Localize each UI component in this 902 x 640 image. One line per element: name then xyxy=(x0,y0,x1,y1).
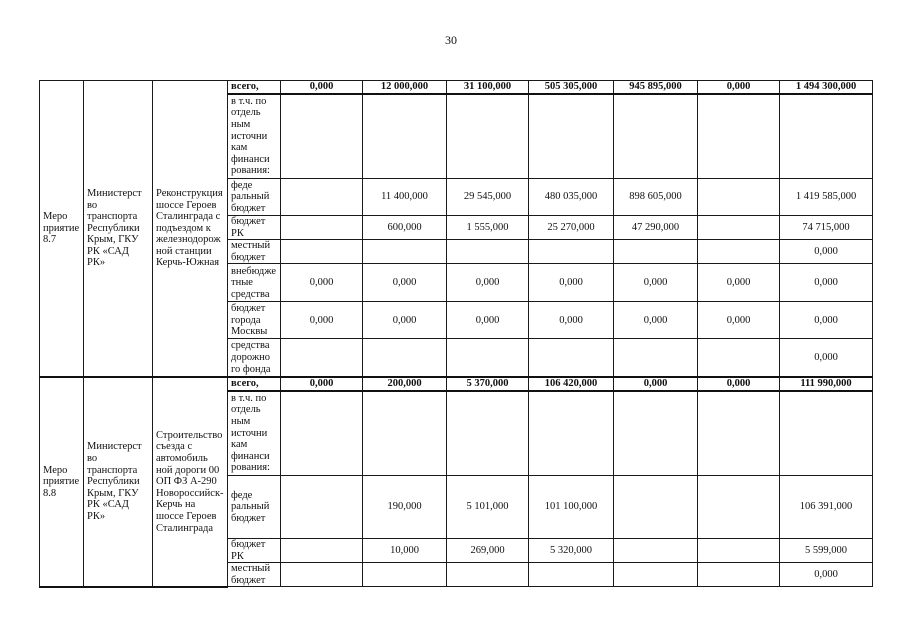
year-value-cell: 898 605,000 xyxy=(614,179,698,216)
year-value-cell xyxy=(447,339,529,377)
year-value-cell xyxy=(614,339,698,377)
executor-label: транспорта xyxy=(87,464,138,476)
year-value-cell xyxy=(614,94,698,179)
executor-cell xyxy=(84,377,153,587)
year-value-cell: 0,000 xyxy=(698,81,780,94)
funding-source-label: источни xyxy=(231,130,268,142)
year-value-cell xyxy=(363,94,447,179)
executor-label: РК «САД xyxy=(87,499,129,511)
year-value-cell xyxy=(529,339,614,377)
executor-label: Республики xyxy=(87,476,140,488)
project-name-cell xyxy=(153,81,228,377)
executor-label: РК» xyxy=(87,257,106,269)
event-cell xyxy=(40,377,84,587)
event-label: приятие xyxy=(43,476,80,488)
funding-source-label: феде xyxy=(231,179,253,191)
funding-source-label: финанси xyxy=(231,153,270,165)
total-value-cell: 74 715,000 xyxy=(780,216,873,240)
funding-source-label: рования: xyxy=(231,462,270,474)
year-value-cell: 0,000 xyxy=(698,377,780,391)
year-value-cell xyxy=(614,539,698,563)
total-value-cell xyxy=(780,391,873,476)
project-name-label: Сталинграда с xyxy=(156,211,221,223)
year-value-cell xyxy=(363,339,447,377)
year-value-cell: 0,000 xyxy=(614,302,698,339)
executor-cell xyxy=(84,81,153,377)
total-value-cell: 0,000 xyxy=(780,563,873,587)
year-value-cell xyxy=(281,539,363,563)
project-name-cell xyxy=(153,377,228,587)
funding-source-label: бюджет xyxy=(231,202,266,214)
year-value-cell: 269,000 xyxy=(447,539,529,563)
project-name-label: Сталинграда xyxy=(156,522,214,534)
year-value-cell xyxy=(447,94,529,179)
executor-label: Крым, ГКУ xyxy=(87,234,139,246)
year-value-cell xyxy=(447,563,529,587)
year-value-cell: 5 320,000 xyxy=(529,539,614,563)
funding-source-label: отдель xyxy=(231,107,261,119)
project-name-label: Керчь на xyxy=(156,499,196,511)
year-value-cell: 0,000 xyxy=(281,302,363,339)
year-value-cell xyxy=(698,476,780,539)
funding-source-label: местный xyxy=(231,563,271,575)
year-value-cell: 0,000 xyxy=(698,264,780,302)
funding-source-label: всего, xyxy=(231,81,259,92)
event-label: 8.8 xyxy=(43,487,57,499)
funding-source-cell xyxy=(228,94,281,179)
funding-source-label: го фонда xyxy=(231,363,271,375)
year-value-cell xyxy=(698,539,780,563)
year-value-cell xyxy=(447,240,529,264)
year-value-cell xyxy=(698,216,780,240)
year-value-cell: 200,000 xyxy=(363,377,447,391)
funding-source-cell xyxy=(228,179,281,216)
project-name-label: Реконструкция xyxy=(156,187,223,199)
executor-label: во xyxy=(87,199,98,211)
total-value-cell: 5 599,000 xyxy=(780,539,873,563)
year-value-cell xyxy=(529,391,614,476)
funding-source-label: бюджет xyxy=(231,539,266,551)
year-value-cell xyxy=(281,391,363,476)
funding-source-cell xyxy=(228,476,281,539)
year-value-cell xyxy=(698,563,780,587)
funding-source-label: РК xyxy=(231,550,244,562)
year-value-cell xyxy=(281,179,363,216)
year-value-cell xyxy=(363,391,447,476)
funding-source-cell xyxy=(228,563,281,587)
executor-label: Республики xyxy=(87,222,140,234)
year-value-cell: 1 555,000 xyxy=(447,216,529,240)
year-value-cell xyxy=(698,240,780,264)
funding-source-label: в т.ч. по xyxy=(231,392,267,404)
funding-source-cell xyxy=(228,240,281,264)
funding-source-label: средства xyxy=(231,288,270,300)
project-name-label: шоссе Героев xyxy=(156,510,217,522)
funding-source-label: кам xyxy=(231,439,248,451)
funding-source-label: тные xyxy=(231,277,253,289)
year-value-cell xyxy=(281,339,363,377)
page-number: 30 xyxy=(445,33,457,47)
funding-source-label: местный xyxy=(231,240,271,252)
project-name-label: ной станции xyxy=(156,245,212,257)
project-name-label: Новороссийск- xyxy=(156,487,224,499)
year-value-cell xyxy=(614,240,698,264)
year-value-cell: 0,000 xyxy=(529,302,614,339)
executor-label: РК» xyxy=(87,510,106,522)
event-cell xyxy=(40,81,84,377)
funding-source-cell xyxy=(228,264,281,302)
year-value-cell: 600,000 xyxy=(363,216,447,240)
total-value-cell: 106 391,000 xyxy=(780,476,873,539)
executor-label: Крым, ГКУ xyxy=(87,487,139,499)
project-name-label: железнодорож xyxy=(156,234,221,246)
total-value-cell: 111 990,000 xyxy=(780,377,873,391)
funding-source-label: финанси xyxy=(231,450,270,462)
funding-source-label: ральный xyxy=(231,501,270,513)
year-value-cell xyxy=(281,240,363,264)
year-value-cell: 945 895,000 xyxy=(614,81,698,94)
project-name-label: Строительство xyxy=(156,429,223,441)
total-row xyxy=(40,377,873,391)
year-value-cell xyxy=(447,391,529,476)
year-value-cell: 106 420,000 xyxy=(529,377,614,391)
funding-source-label: бюджет xyxy=(231,251,266,263)
funding-source-cell xyxy=(228,81,281,94)
funding-source-label: ральный xyxy=(231,191,270,203)
year-value-cell: 11 400,000 xyxy=(363,179,447,216)
event-label: Меро xyxy=(43,464,68,476)
year-value-cell xyxy=(363,563,447,587)
year-value-cell: 0,000 xyxy=(529,264,614,302)
year-value-cell: 5 101,000 xyxy=(447,476,529,539)
executor-label: Министерст xyxy=(87,441,142,453)
executor-label: РК «САД xyxy=(87,245,129,257)
project-name-label: ной дороги 00 xyxy=(156,464,220,476)
year-value-cell: 0,000 xyxy=(447,302,529,339)
funding-source-label: бюджет xyxy=(231,303,266,315)
funding-source-label: в т.ч. по xyxy=(231,95,267,107)
funding-source-label: бюджет xyxy=(231,512,266,524)
year-value-cell: 0,000 xyxy=(281,81,363,94)
funding-source-label: всего, xyxy=(231,377,259,389)
funding-source-label: рования: xyxy=(231,165,270,177)
year-value-cell: 47 290,000 xyxy=(614,216,698,240)
year-value-cell xyxy=(614,476,698,539)
funding-source-label: Москвы xyxy=(231,326,268,338)
funding-source-cell xyxy=(228,539,281,563)
funding-source-label: отдель xyxy=(231,404,261,416)
total-value-cell: 0,000 xyxy=(780,339,873,377)
year-value-cell: 10,000 xyxy=(363,539,447,563)
funding-source-cell xyxy=(228,377,281,391)
project-name-label: съезда с xyxy=(156,441,193,453)
year-value-cell: 101 100,000 xyxy=(529,476,614,539)
total-value-cell: 0,000 xyxy=(780,302,873,339)
year-value-cell: 0,000 xyxy=(614,377,698,391)
funding-source-label: дорожно xyxy=(231,351,270,363)
year-value-cell: 25 270,000 xyxy=(529,216,614,240)
year-value-cell: 29 545,000 xyxy=(447,179,529,216)
year-value-cell xyxy=(529,563,614,587)
funding-source-label: ным xyxy=(231,415,251,427)
year-value-cell: 0,000 xyxy=(363,264,447,302)
year-value-cell: 0,000 xyxy=(698,302,780,339)
funding-source-cell xyxy=(228,302,281,339)
event-label: приятие xyxy=(43,222,80,234)
year-value-cell xyxy=(698,94,780,179)
project-name-label: ОП ФЗ А-290 xyxy=(156,476,217,488)
funding-source-cell xyxy=(228,391,281,476)
funding-source-label: кам xyxy=(231,142,248,154)
year-value-cell xyxy=(698,391,780,476)
project-name-label: автомобиль xyxy=(156,452,208,464)
year-value-cell xyxy=(529,94,614,179)
year-value-cell: 0,000 xyxy=(614,264,698,302)
year-value-cell: 190,000 xyxy=(363,476,447,539)
event-label: 8.7 xyxy=(43,234,57,246)
budget-table xyxy=(39,80,873,588)
year-value-cell xyxy=(698,179,780,216)
project-name-label: подъездом к xyxy=(156,222,211,234)
year-value-cell: 0,000 xyxy=(281,264,363,302)
funding-source-label: города xyxy=(231,314,261,326)
year-value-cell: 12 000,000 xyxy=(363,81,447,94)
total-value-cell xyxy=(780,94,873,179)
executor-label: Министерст xyxy=(87,187,142,199)
funding-source-label: средства xyxy=(231,340,270,352)
project-name-label: шоссе Героев xyxy=(156,199,217,211)
year-value-cell: 480 035,000 xyxy=(529,179,614,216)
year-value-cell: 0,000 xyxy=(281,377,363,391)
funding-source-cell xyxy=(228,339,281,377)
year-value-cell xyxy=(281,476,363,539)
funding-source-label: внебюдже xyxy=(231,265,277,277)
funding-source-label: бюджет xyxy=(231,574,266,586)
event-label: Меро xyxy=(43,211,68,223)
total-value-cell: 0,000 xyxy=(780,264,873,302)
funding-source-label: феде xyxy=(231,489,253,501)
executor-label: во xyxy=(87,452,98,464)
total-value-cell: 1 419 585,000 xyxy=(780,179,873,216)
year-value-cell: 0,000 xyxy=(363,302,447,339)
total-row xyxy=(40,81,873,94)
year-value-cell xyxy=(614,563,698,587)
year-value-cell xyxy=(281,94,363,179)
year-value-cell xyxy=(363,240,447,264)
year-value-cell xyxy=(281,563,363,587)
funding-source-cell xyxy=(228,216,281,240)
total-value-cell: 0,000 xyxy=(780,240,873,264)
year-value-cell: 5 370,000 xyxy=(447,377,529,391)
year-value-cell xyxy=(281,216,363,240)
year-value-cell xyxy=(698,339,780,377)
year-value-cell xyxy=(529,240,614,264)
year-value-cell: 505 305,000 xyxy=(529,81,614,94)
executor-label: транспорта xyxy=(87,211,138,223)
year-value-cell: 31 100,000 xyxy=(447,81,529,94)
project-name-label: Керчь-Южная xyxy=(156,257,220,269)
year-value-cell: 0,000 xyxy=(447,264,529,302)
funding-source-label: источни xyxy=(231,427,268,439)
funding-source-label: бюджет xyxy=(231,216,266,228)
funding-source-label: ным xyxy=(231,118,251,130)
year-value-cell xyxy=(614,391,698,476)
funding-source-label: РК xyxy=(231,227,244,239)
total-value-cell: 1 494 300,000 xyxy=(780,81,873,94)
